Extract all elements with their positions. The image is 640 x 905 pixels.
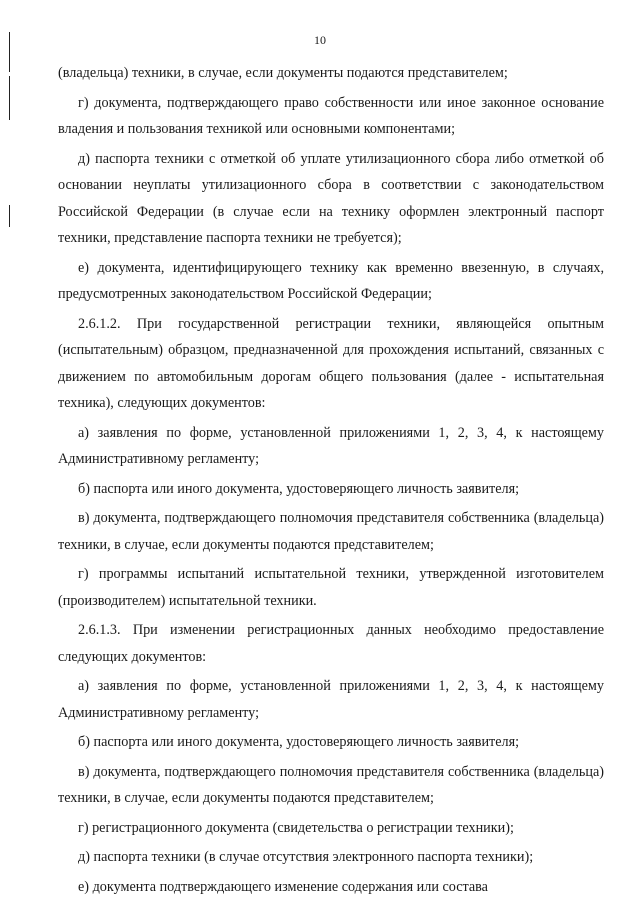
margin-mark-lower [9, 205, 10, 227]
paragraph-7: б) паспорта или иного документа, удостоверяющего личность заявителя; [78, 480, 520, 497]
paragraph-12: б) паспорта или иного документа, удостоверяющего личность заявителя; [78, 734, 520, 750]
paragraph-1: (владельца) техники, в случае, если документы подаются представителем; [58, 65, 508, 81]
paragraph-16: е) документа подтверждающего изменение содержания или состава [78, 878, 488, 895]
paragraph-2: г) документа, подтверждающего право собственности или иное законное основание владения и пользования техникой или основными компонентами; [58, 94, 604, 137]
paragraph-11: а) заявления по форме, установленной приложениями 1, 2, 3, 4, к настоящему Административному регламенту; [58, 678, 604, 721]
paragraph-13: в) документа, подтверждающего полномочия представителя собственника (владельца) техники, в случае, если документы подаются представителем; [58, 763, 604, 806]
paragraph-3: д) паспорта техники с отметкой об уплате утилизационного сбора либо отметкой об основании неуплаты утилизационного сбора в соответствии с законодательством Российской Федерации (в случае если на технику оформлен электронный паспорт техники, представление паспорта техники не требуется); [58, 150, 604, 246]
margin-mark-middle [9, 76, 10, 120]
paragraph-15: д) паспорта техники (в случае отсутствия электронного паспорта техники); [78, 849, 534, 865]
margin-mark-top [9, 32, 10, 72]
paragraph-10: 2.6.1.3. При изменении регистрационных данных необходимо предоставление следующих документов: [58, 622, 604, 665]
paragraph-6: а) заявления по форме, установленной приложениями 1, 2, 3, 4, к настоящему Административному регламенту; [58, 424, 604, 467]
paragraph-9: г) программы испытаний испытательной техники, утвержденной изготовителем (производителем) испытательной техники. [58, 566, 604, 609]
paragraph-5: 2.6.1.2. При государственной регистрации техники, являющейся опытным (испытательным) образцом, предназначенной для прохождения испытаний, связанных с движением по автомобильным дорогам общего пользования (далее - испытательная техника), следующих документов: [58, 315, 604, 411]
paragraph-4: е) документа, идентифицирующего технику как временно ввезенную, в случаях, предусмотренных законодательством Российской Федерации; [58, 259, 604, 302]
paragraph-8: в) документа, подтверждающего полномочия представителя собственника (владельца) техники, в случае, если документы подаются представителем; [58, 510, 604, 553]
paragraph-14: г) регистрационного документа (свидетельства о регистрации техники); [78, 819, 514, 836]
page-number: 10 [314, 33, 326, 47]
document-body [58, 60, 604, 903]
